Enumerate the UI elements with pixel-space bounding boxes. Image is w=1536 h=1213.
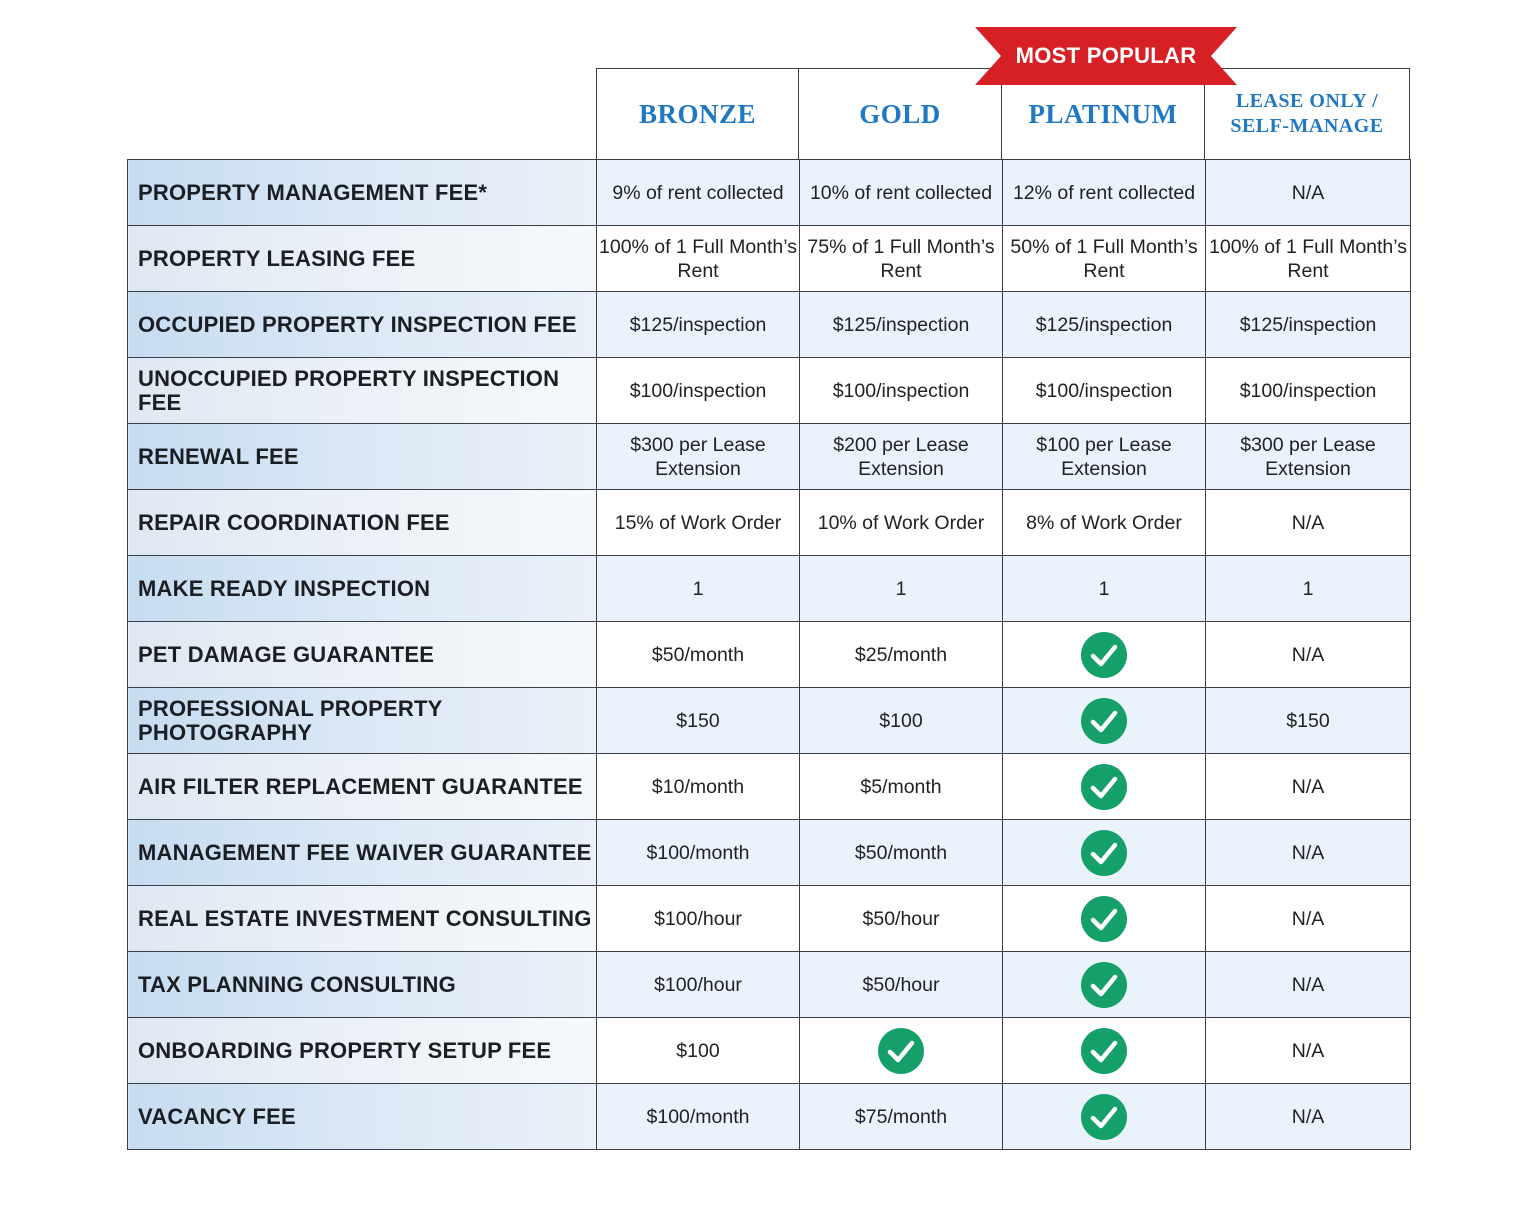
cell-lease-only: N/A [1206,754,1411,820]
cell-bronze: 100% of 1 Full Month’s Rent [597,226,800,292]
table-row [128,820,1411,886]
most-popular-ribbon [975,27,1237,85]
cell-platinum: $125/inspection [1003,292,1206,358]
cell-lease-only: $100/inspection [1206,358,1411,424]
check-icon [1003,622,1206,688]
cell-lease-only: 1 [1206,556,1411,622]
cell-gold: $100/inspection [800,358,1003,424]
table-row [128,160,1411,226]
cell-lease-only: 100% of 1 Full Month’s Rent [1206,226,1411,292]
cell-lease-only: N/A [1206,820,1411,886]
cell-bronze: $150 [597,688,800,754]
row-label: AIR FILTER REPLACEMENT GUARANTEE [128,754,597,820]
row-label: PROFESSIONAL PROPERTY PHOTOGRAPHY [128,688,597,754]
cell-bronze: $50/month [597,622,800,688]
cell-lease-only: N/A [1206,1084,1411,1150]
cell-gold: $5/month [800,754,1003,820]
cell-bronze: $10/month [597,754,800,820]
table-row [128,292,1411,358]
cell-platinum: 8% of Work Order [1003,490,1206,556]
table-row [128,1018,1411,1084]
cell-gold: 75% of 1 Full Month’s Rent [800,226,1003,292]
tier-header-platinum: PLATINUM [1002,68,1205,159]
cell-gold: $25/month [800,622,1003,688]
cell-lease-only: $300 per Lease Extension [1206,424,1411,490]
cell-lease-only: $150 [1206,688,1411,754]
check-icon [1003,688,1206,754]
cell-bronze: $100/month [597,820,800,886]
cell-lease-only: N/A [1206,160,1411,226]
cell-gold: 1 [800,556,1003,622]
check-icon [1003,754,1206,820]
check-icon [1003,1084,1206,1150]
row-label: PET DAMAGE GUARANTEE [128,622,597,688]
row-label: RENEWAL FEE [128,424,597,490]
cell-lease-only: N/A [1206,952,1411,1018]
cell-gold: $100 [800,688,1003,754]
cell-bronze: $100 [597,1018,800,1084]
row-label: VACANCY FEE [128,1084,597,1150]
row-label: MANAGEMENT FEE WAIVER GUARANTEE [128,820,597,886]
cell-platinum: 12% of rent collected [1003,160,1206,226]
row-label: UNOCCUPIED PROPERTY INSPECTION FEE [128,358,597,424]
cell-lease-only: N/A [1206,622,1411,688]
table-row [128,490,1411,556]
cell-lease-only: N/A [1206,490,1411,556]
cell-platinum: 1 [1003,556,1206,622]
row-label: OCCUPIED PROPERTY INSPECTION FEE [128,292,597,358]
row-label: REAL ESTATE INVESTMENT CONSULTING [128,886,597,952]
row-label: ONBOARDING PROPERTY SETUP FEE [128,1018,597,1084]
cell-gold: $50/month [800,820,1003,886]
tier-header-gold: GOLD [799,68,1002,159]
cell-bronze: $300 per Lease Extension [597,424,800,490]
table-row [128,622,1411,688]
cell-bronze: $100/inspection [597,358,800,424]
cell-lease-only: N/A [1206,886,1411,952]
table-row [128,226,1411,292]
cell-platinum: 50% of 1 Full Month’s Rent [1003,226,1206,292]
row-label: REPAIR COORDINATION FEE [128,490,597,556]
cell-gold: 10% of rent collected [800,160,1003,226]
cell-gold: 10% of Work Order [800,490,1003,556]
cell-bronze: 9% of rent collected [597,160,800,226]
table-row [128,556,1411,622]
check-icon [800,1018,1003,1084]
cell-gold: $50/hour [800,952,1003,1018]
check-icon [1003,1018,1206,1084]
table-row [128,358,1411,424]
row-label: PROPERTY MANAGEMENT FEE* [128,160,597,226]
table-row [128,754,1411,820]
table-row [128,1084,1411,1150]
cell-lease-only: N/A [1206,1018,1411,1084]
table-row [128,424,1411,490]
cell-bronze: $100/month [597,1084,800,1150]
table-row [128,886,1411,952]
cell-gold: $125/inspection [800,292,1003,358]
pricing-table [127,68,1410,1150]
row-label: MAKE READY INSPECTION [128,556,597,622]
cell-platinum: $100 per Lease Extension [1003,424,1206,490]
check-icon [1003,820,1206,886]
row-label: TAX PLANNING CONSULTING [128,952,597,1018]
cell-bronze: 15% of Work Order [597,490,800,556]
row-label: PROPERTY LEASING FEE [128,226,597,292]
check-icon [1003,886,1206,952]
table-row [128,952,1411,1018]
cell-bronze: $125/inspection [597,292,800,358]
cell-lease-only: $125/inspection [1206,292,1411,358]
cell-bronze: 1 [597,556,800,622]
cell-gold: $200 per Lease Extension [800,424,1003,490]
tier-header-bronze: BRONZE [596,68,799,159]
cell-bronze: $100/hour [597,886,800,952]
check-icon [1003,952,1206,1018]
most-popular-label: MOST POPULAR [1015,43,1197,68]
cell-gold: $50/hour [800,886,1003,952]
cell-bronze: $100/hour [597,952,800,1018]
tier-header-lease-only: LEASE ONLY / SELF-MANAGE [1205,68,1410,159]
cell-platinum: $100/inspection [1003,358,1206,424]
table-row [128,688,1411,754]
fee-table [127,159,1411,1150]
cell-gold: $75/month [800,1084,1003,1150]
